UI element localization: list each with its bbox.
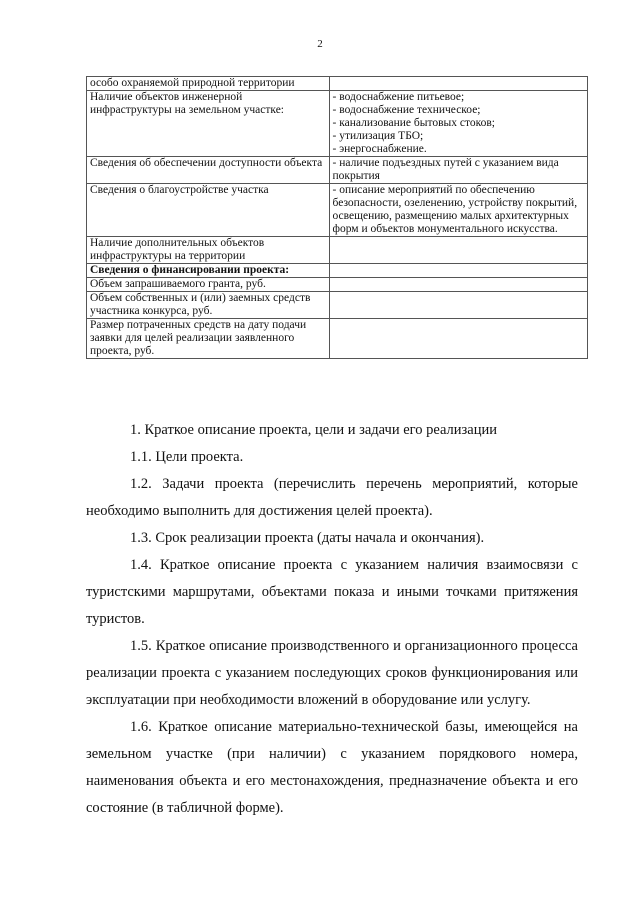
page-number: 2 (317, 38, 323, 50)
value-line: - описание мероприятий по обеспечению безопасности, озеленению, устройству покрытий, освещению, размещению малых архитектурных форм и объектов монументального искусства. (332, 184, 578, 235)
row-label: Объем запрашиваемого гранта, руб. (87, 278, 330, 292)
value-line: - наличие подъездных путей с указанием вида покрытия (332, 157, 559, 182)
section-paragraph: 1.5. Краткое описание производственного и организационного процесса реализации проекта с указанием последующих сроков функционирования или эксплуатации при необходимости вложений в оборудование или услугу. (86, 638, 578, 708)
row-value (329, 278, 587, 292)
row-label: Сведения об обеспечении доступности объекта (87, 157, 330, 184)
row-label: Наличие объектов инженерной инфраструктуры на земельном участке: (87, 91, 330, 157)
table-row (87, 91, 588, 157)
document-body (86, 417, 578, 822)
table-row (87, 319, 588, 359)
value-line: - энергоснабжение. (332, 143, 427, 155)
section-paragraph: 1.1. Цели проекта. (130, 449, 244, 465)
row-label: Наличие дополнительных объектов инфраструктуры на территории (87, 237, 330, 264)
table-row (87, 278, 588, 292)
table-row (87, 237, 588, 264)
section-paragraph: 1.4. Краткое описание проекта с указанием наличия взаимосвязи с туристскими маршрутами, объектами показа и иными точками притяжения туристов. (86, 557, 578, 627)
row-value (329, 237, 587, 264)
financing-heading: Сведения о финансировании проекта: (87, 264, 330, 278)
table-row (87, 77, 588, 91)
row-label: Объем собственных и (или) заемных средств участника конкурса, руб. (87, 292, 330, 319)
row-label: Сведения о благоустройстве участка (87, 184, 330, 237)
row-value (329, 157, 587, 184)
table-row (87, 184, 588, 237)
value-line: - канализование бытовых стоков; (332, 117, 495, 129)
section-paragraph: 1.2. Задачи проекта (перечислить перечень мероприятий, которые необходимо выполнить для достижения целей проекта). (86, 476, 578, 519)
section-paragraph: 1. Краткое описание проекта, цели и задачи его реализации (130, 422, 497, 438)
section-paragraph: 1.3. Срок реализации проекта (даты начала и окончания). (130, 530, 485, 546)
project-info-table (86, 76, 588, 359)
table-row (87, 292, 588, 319)
section-paragraph: 1.6. Краткое описание материально-технической базы, имеющейся на земельном участке (при наличии) с указанием порядкового номера, наименования объекта и его местонахождения, предназначение объекта и его состояние (в табличной форме). (86, 719, 578, 816)
row-value (329, 77, 587, 91)
value-line: - водоснабжение питьевое; (332, 91, 465, 103)
row-label: Размер потраченных средств на дату подачи заявки для целей реализации заявленного проекта, руб. (87, 319, 330, 359)
value-line: - утилизация ТБО; (332, 130, 424, 142)
row-value (329, 319, 587, 359)
row-value (329, 184, 587, 237)
row-value (329, 91, 587, 157)
value-line: - водоснабжение техническое; (332, 104, 481, 116)
row-label: особо охраняемой природной территории (87, 77, 330, 91)
row-value (329, 264, 587, 278)
financing-heading-row (87, 264, 588, 278)
table-row (87, 157, 588, 184)
row-value (329, 292, 587, 319)
